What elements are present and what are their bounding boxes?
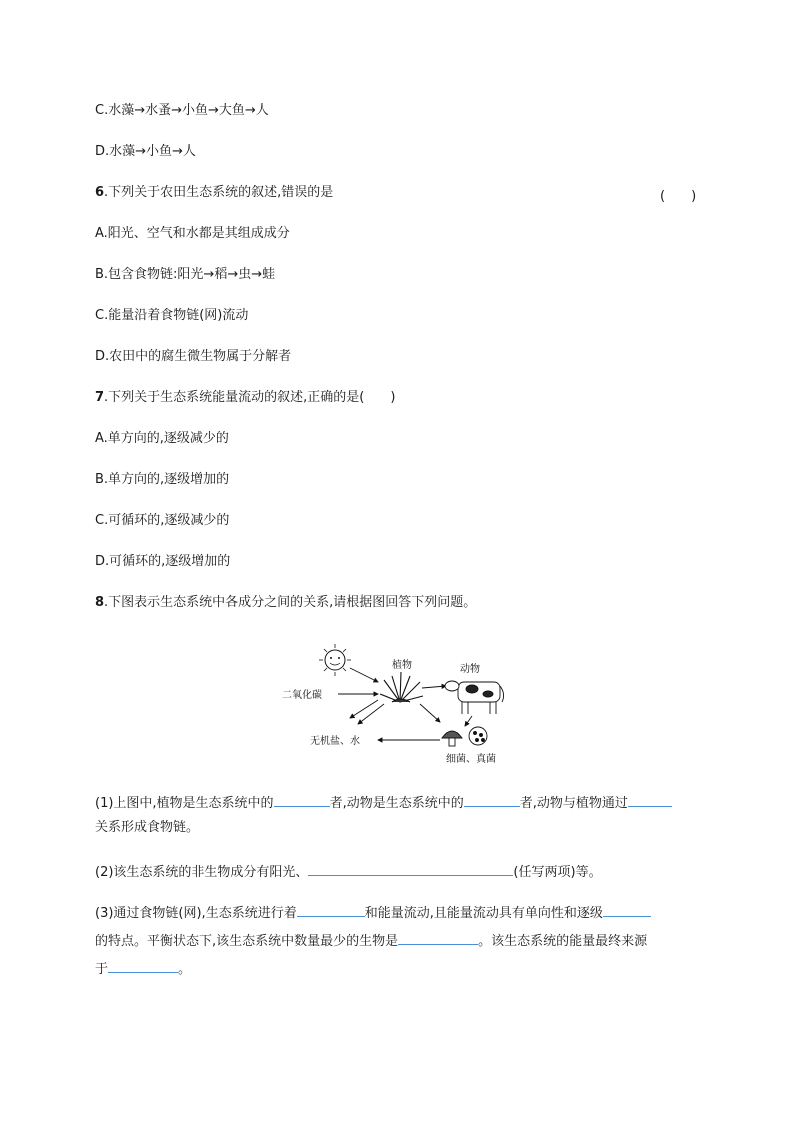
cow-icon: [445, 681, 504, 714]
q7-stem: [95, 390, 395, 406]
label-minerals: 无机盐、水: [310, 736, 360, 747]
answer-blank-7[interactable]: [398, 930, 478, 945]
plant-to-co2-arrow: [350, 700, 378, 718]
q8-sub2: (2)该生态系统的非生物成分有阳光、 (任写两项)等。: [95, 861, 602, 881]
answer-blank-5[interactable]: [297, 902, 365, 917]
q7-stem-text: .下列关于生态系统能量流动的叙述,正确的是( ): [104, 390, 396, 405]
label-decomposers: 细菌、真菌: [446, 754, 496, 765]
q8-sub1-line2: 关系形成食物链。: [95, 820, 200, 835]
q6-stem-text: .下列关于农田生态系统的叙述,错误的是: [104, 185, 334, 200]
q6-number: 6: [95, 185, 105, 200]
plant-release-arrow: [358, 704, 384, 724]
q5-option-d: D.水藻→小鱼→人: [95, 144, 196, 159]
q6-option-a: A.阳光、空气和水都是其组成成分: [95, 226, 290, 241]
animal-to-decomposer-arrow: [465, 716, 472, 726]
q8-sub3-line1: (3)通过食物链(网),生态系统进行着 和能量流动,且能量流动具有单向性和逐级: [95, 902, 651, 922]
plant-to-decomposer-arrow: [420, 704, 440, 722]
q7-option-a: A.单方向的,逐级减少的: [95, 431, 229, 446]
sunlight-arrow: [350, 668, 378, 682]
q6-answer-paren: ( ): [660, 189, 697, 204]
q6-option-b: B.包含食物链:阳光→稻→虫→蛙: [95, 267, 276, 282]
label-co2: 二氧化碳: [282, 690, 322, 701]
q8-number: 8: [95, 595, 105, 610]
plant-icon: [380, 672, 423, 702]
answer-blank-3[interactable]: [628, 792, 672, 807]
q6-stem: [95, 185, 333, 201]
q8-sub3-line3: 于 。: [95, 958, 191, 978]
sun-icon: [319, 644, 351, 676]
answer-blank-4[interactable]: [308, 861, 513, 876]
plant-to-animal-arrow: [422, 686, 446, 688]
q6-option-c: C.能量沿着食物链(网)流动: [95, 308, 249, 323]
mushroom-bacteria-icon: [442, 727, 487, 746]
q7-option-b: B.单方向的,逐级增加的: [95, 472, 230, 487]
answer-blank-2[interactable]: [464, 792, 520, 807]
q8-sub3-line2: 的特点。平衡状态下,该生态系统中数量最少的生物是 。该生态系统的能量最终来源: [95, 930, 647, 950]
q8-sub1-line1: (1)上图中,植物是生态系统中的 者,动物是生态系统中的 者,动物与植物通过: [95, 792, 672, 812]
q6-option-d: D.农田中的腐生微生物属于分解者: [95, 349, 292, 364]
q7-option-d: D.可循环的,逐级增加的: [95, 554, 231, 569]
q7-option-c: C.可循环的,逐级减少的: [95, 513, 230, 528]
q8-stem-text: .下图表示生态系统中各成分之间的关系,请根据图回答下列问题。: [104, 595, 477, 610]
answer-blank-1[interactable]: [274, 792, 330, 807]
ecosystem-diagram: [280, 636, 520, 766]
q7-number: 7: [95, 390, 105, 405]
label-plant: 植物: [392, 660, 412, 671]
q5-option-c: C.水藻→水蚤→小鱼→大鱼→人: [95, 103, 269, 118]
label-animal: 动物: [460, 664, 480, 675]
answer-blank-8[interactable]: [108, 958, 178, 973]
answer-blank-6[interactable]: [603, 902, 651, 917]
q8-stem: [95, 595, 476, 611]
